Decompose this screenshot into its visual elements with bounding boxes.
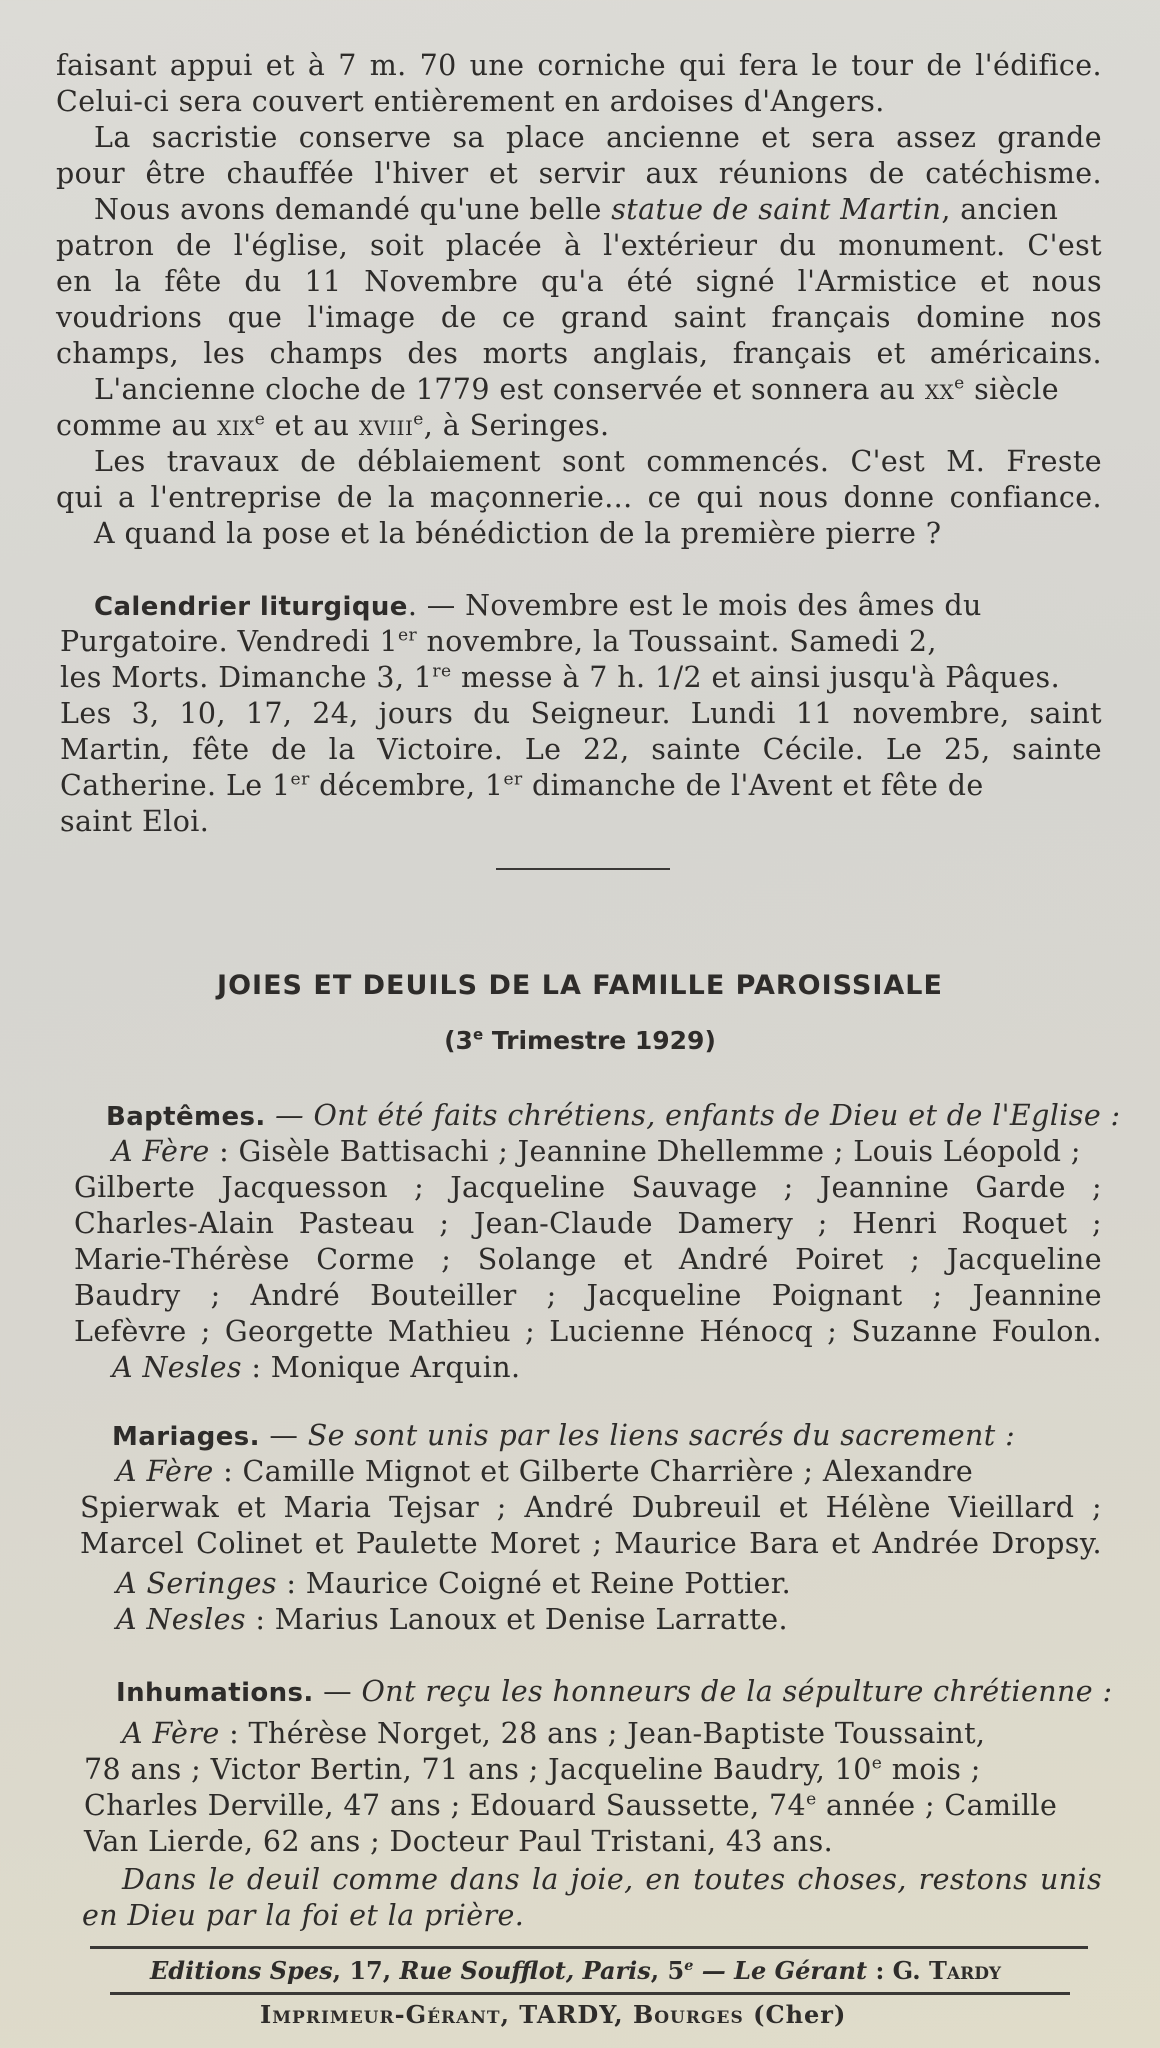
text-line [60,768,1106,804]
section-subheading [0,1026,1160,1055]
superscript: er [290,769,310,790]
text-line: Spierwak et Maria Tejsar ; André Dubreuil et Hélène Vieillard ; [80,1491,1102,1524]
text-span: xx [924,373,955,406]
baptemes-title: Baptêmes. [106,1102,266,1132]
text-span: (3 [444,1026,473,1055]
text-span: xviii [358,409,414,442]
superscript: e [806,1789,817,1810]
text-span: xix [217,409,255,442]
text-span: — Le Gérant [693,1956,868,1985]
text-line: Marie-Thérèse Corme ; Solange et André Poiret ; Jacqueline [74,1243,1102,1276]
text-span: : Camille Mignot et Gilberte Charrière ; Alexandre [213,1455,974,1488]
text-span: : Maurice Coigné et Reine Pottier. [276,1567,792,1600]
italic-span: statue de saint Martin [611,193,942,226]
text-line [84,1788,1130,1824]
italic-span: — Ont été faits chrétiens, enfants de Dieu et de l'Eglise : [265,1099,1121,1132]
superscript: e [254,409,266,430]
place-label: A Nesles [112,1351,242,1384]
text-line: Gilberte Jacquesson ; Jacqueline Sauvage ; Jeannine Garde ; [74,1171,1102,1204]
superscript: re [432,661,452,682]
mariages-title: Mariages. [112,1422,260,1452]
superscript: er [398,625,418,646]
italic-span: Se sont unis par les liens sacrés du sacrement : [307,1419,1016,1452]
text-line [60,660,1106,696]
footer-rule [110,1992,1070,1995]
superscript: e [954,373,965,394]
text-line: Baudry ; André Bouteiller ; Jacqueline Poignant ; Jeannine [74,1279,1102,1312]
text-line: Lefèvre ; Georgette Mathieu ; Lucienne Hénocq ; Suzanne Foulon. [74,1315,1102,1348]
text-line [94,372,1140,408]
place-label: A Seringes [116,1567,277,1600]
text-line: patron de l'église, soit placée à l'extérieur du monument. C'est [56,229,1102,262]
text-span: : Monique Arquin. [241,1351,521,1384]
text-line [60,624,1106,660]
text-span: Charles Derville, 47 ans ; Edouard Saussette, 74 [84,1789,807,1822]
text-span: : Thérèse Norget, 28 ans ; Jean-Baptiste Toussaint, [219,1717,986,1750]
text-line [116,1674,1160,1711]
text-line [112,1350,1158,1386]
text-span: dimanche de l'Avent et fête de [522,769,984,802]
closing-line: en Dieu par la foi et la prière. [82,1899,525,1932]
text-span: : Marius Lanoux et Denise Larratte. [245,1603,788,1636]
text-span: . — Novembre est le mois des âmes du [407,589,982,622]
text-line: Les travaux de déblaiement sont commencés. C'est M. Freste [94,445,1102,478]
text-span: — [259,1419,308,1452]
place-label: A Fère [112,1135,210,1168]
text-span: Editions Spes [150,1956,333,1985]
text-line: Martin, fête de la Victoire. Le 22, sainte Cécile. Le 25, sainte [60,733,1102,766]
superscript: e [684,1957,694,1974]
text-line: qui a l'entreprise de la maçonnerie... ce qui nous donne confiance. [56,481,1102,514]
text-line: pour être chauffée l'hiver et servir aux réunions de catéchisme. [56,157,1102,190]
text-span: comme au [56,409,218,442]
text-line [116,1566,1160,1602]
text-line [116,1602,1160,1638]
text-span: , à Seringes. [423,409,610,442]
text-span: mois ; [882,1753,981,1786]
text-span: siècle [964,373,1060,406]
footer-printer [260,2000,846,2029]
text-line: Van Lierde, 62 ans ; Docteur Paul Tristani, 43 ans. [84,1825,834,1858]
inhumations-title: Inhumations. [116,1678,314,1708]
superscript: e [413,409,424,430]
text-span: Bourges [632,2000,744,2029]
text-span: les Morts. Dimanche 3, 1 [60,661,433,694]
text-span: novembre, la Toussaint. Samedi 2, [417,625,937,658]
text-line: en la fête du 11 Novembre qu'a été signé l'Armistice et nous [56,265,1102,298]
text-span: Imprimeur-Gérant [260,2000,501,2029]
text-line [112,1418,1158,1455]
text-span: , 5 [650,1956,685,1985]
text-span: , TARDY, [500,2000,633,2029]
text-span: Catherine. Le 1 [60,769,291,802]
text-span: messe à 7 h. 1/2 et ainsi jusqu'à Pâques. [451,661,1061,694]
text-span: , 17, [332,1956,400,1985]
text-line [116,1454,1160,1490]
text-span: Nous avons demandé qu'une belle [94,193,612,226]
text-line [84,1752,1130,1788]
text-line: Celui-ci sera couvert entièrement en ardoises d'Angers. [56,85,885,118]
text-span: (Cher) [743,2000,847,2029]
place-label: A Nesles [116,1603,246,1636]
text-line: Les 3, 10, 17, 24, jours du Seigneur. Lundi 11 novembre, saint [60,697,1102,730]
text-span: , ancien [941,193,1059,226]
text-span: décembre, 1 [309,769,504,802]
text-line [122,1716,1160,1752]
text-line [56,408,1102,444]
footer-rule [90,1946,1088,1949]
text-line: A quand la pose et la bénédiction de la première pierre ? [94,517,942,550]
place-label: A Fère [122,1717,220,1750]
text-line [106,1098,1121,1135]
text-span: — [313,1675,362,1708]
text-span: : G. [867,1956,930,1985]
text-span: : Gisèle Battisachi ; Jeannine Dhellemme ; Louis Léopold ; [209,1135,1081,1168]
text-span: Tardy [929,1956,1002,1985]
section-heading: JOIES ET DEUILS DE LA FAMILLE PAROISSIALE [217,970,943,1001]
text-span: Rue Soufflot, Paris [399,1956,651,1985]
text-span: L'ancienne cloche de 1779 est conservée et sonnera au [94,373,925,406]
text-line: saint Eloi. [60,805,210,838]
text-span: et au [265,409,359,442]
text-line [94,588,1140,625]
text-span: 78 ans ; Victor Bertin, 71 ans ; Jacqueline Baudry, 10 [84,1753,872,1786]
text-span: Trimestre 1929) [483,1026,716,1055]
italic-span: Ont reçu les honneurs de la sépulture chrétienne : [361,1675,1113,1708]
text-line: Charles-Alain Pasteau ; Jean-Claude Damery ; Henri Roquet ; [74,1207,1102,1240]
section-divider [496,868,670,870]
text-line: voudrions que l'image de ce grand saint français domine nos [56,301,1102,334]
superscript: e [472,1025,484,1044]
superscript: e [871,1753,883,1774]
text-span: année ; Camille [816,1789,1058,1822]
footer-publisher [150,1956,1050,1985]
text-line [94,192,1140,228]
calendar-title: Calendrier liturgique [94,592,408,622]
text-line: Marcel Colinet et Paulette Moret ; Maurice Bara et Andrée Dropsy. [80,1527,1102,1560]
text-span: Purgatoire. Vendredi 1 [60,625,398,658]
text-line: faisant appui et à 7 m. 70 une corniche qui fera le tour de l'édifice. [56,49,1102,82]
text-line [112,1134,1158,1170]
closing-line: Dans le deuil comme dans la joie, en toutes choses, restons unis [122,1863,1102,1896]
superscript: er [503,769,523,790]
text-line: champs, les champs des morts anglais, français et américains. [56,337,1102,370]
text-line: La sacristie conserve sa place ancienne et sera assez grande [94,121,1102,154]
place-label: A Fère [116,1455,214,1488]
